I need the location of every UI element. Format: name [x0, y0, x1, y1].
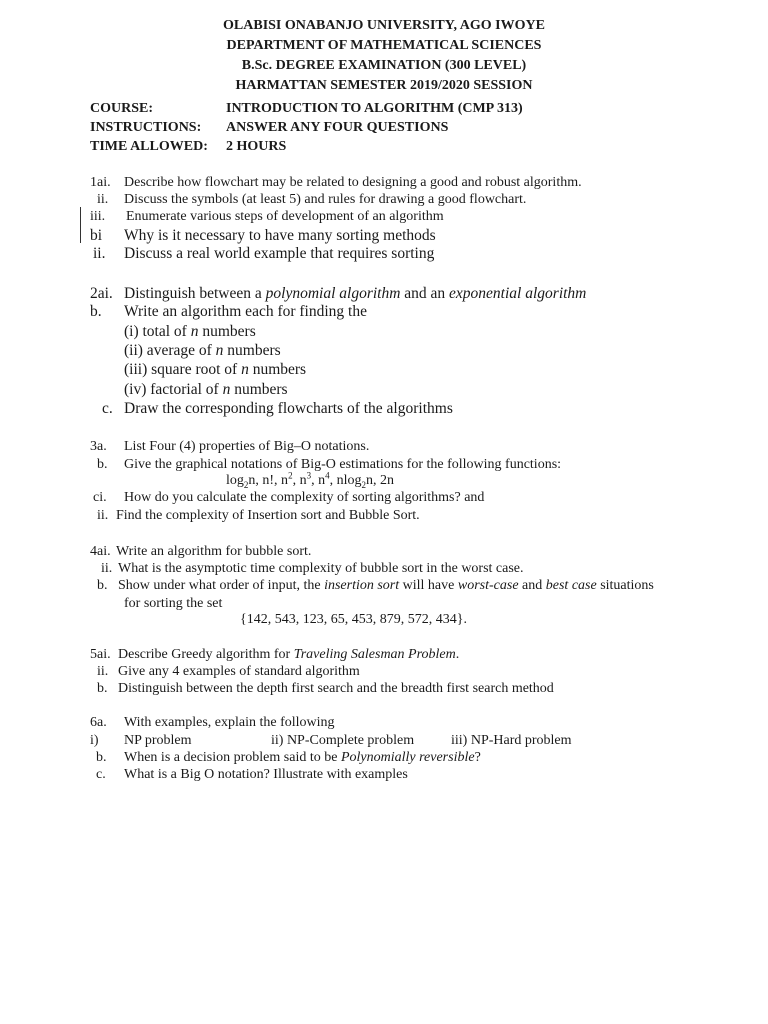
q2-b-number: b.: [90, 303, 102, 320]
q6-c-text: What is a Big O notation? Illustrate with examples: [124, 767, 408, 782]
q3-a-number: 3a.: [90, 439, 107, 454]
q2-ai-text: Distinguish between a polynomial algorithm and an exponential algorithm: [124, 285, 587, 302]
q1-bii-number: ii.: [93, 245, 106, 262]
q2-b-item-iv: (iv) factorial of n numbers: [124, 381, 288, 398]
q6-iii-text: iii) NP-Hard problem: [451, 733, 572, 748]
q1-aii-number: ii.: [97, 192, 109, 207]
session-title: HARMATTAN SEMESTER 2019/2020 SESSION: [235, 78, 533, 93]
q1-bii-text: Discuss a real world example that requires sorting: [124, 245, 435, 262]
time-value: 2 HOURS: [226, 139, 287, 154]
course-label: COURSE:: [90, 101, 154, 116]
q5-aii-text: Give any 4 examples of standard algorithm: [118, 664, 360, 679]
q2-ai-number: 2ai.: [90, 285, 113, 302]
q4-b-text: Show under what order of input, the insertion sort will have worst-case and best case situations: [118, 578, 654, 593]
q4-ai-text: Write an algorithm for bubble sort.: [116, 544, 312, 559]
q5-b-text: Distinguish between the depth first search and the breadth first search method: [118, 681, 554, 696]
q6-i-number: i): [90, 733, 99, 748]
q1-aii-text: Discuss the symbols (at least 5) and rules for drawing a good flowchart.: [124, 192, 527, 207]
q6-ii-text: ii) NP-Complete problem: [271, 733, 415, 748]
q1-bi-number: bi: [90, 227, 103, 244]
q4-number-set: {142, 543, 123, 65, 453, 879, 572, 434}.: [240, 612, 467, 627]
q6-b-number: b.: [96, 750, 107, 765]
q5-ai-text: Describe Greedy algorithm for Traveling Salesman Problem.: [118, 647, 460, 662]
instructions-value: ANSWER ANY FOUR QUESTIONS: [226, 120, 449, 135]
q1-aiii-text: Enumerate various steps of development of an algorithm: [126, 209, 444, 224]
q6-i-text: NP problem: [124, 733, 192, 748]
q3-b-number: b.: [97, 457, 108, 472]
q3-a-text: List Four (4) properties of Big–O notations.: [124, 439, 370, 454]
q1-aiii-number: iii.: [90, 209, 106, 224]
q1-bi-text: Why is it necessary to have many sorting methods: [124, 227, 436, 244]
exam-title: B.Sc. DEGREE EXAMINATION (300 LEVEL): [241, 58, 527, 73]
q6-a-number: 6a.: [90, 715, 107, 730]
q2-c-number: c.: [102, 400, 113, 417]
q4-b-number: b.: [97, 578, 108, 593]
q2-b-item-iii: (iii) square root of n numbers: [124, 361, 307, 378]
q3-b-text: Give the graphical notations of Big-O estimations for the following functions:: [124, 457, 562, 472]
q3-cii-number: ii.: [97, 508, 109, 523]
q3-ci-number: ci.: [93, 490, 107, 505]
q2-c-text: Draw the corresponding flowcharts of the algorithms: [124, 400, 453, 417]
university-name: OLABISI ONABANJO UNIVERSITY, AGO IWOYE: [223, 18, 545, 33]
margin-change-bar: [80, 207, 81, 243]
q6-b-text: When is a decision problem said to be Polynomially reversible?: [124, 750, 481, 765]
time-label: TIME ALLOWED:: [90, 139, 208, 154]
q6-a-text: With examples, explain the following: [124, 715, 335, 730]
q5-ai-number: 5ai.: [90, 647, 111, 662]
q2-b-item-i: (i) total of n numbers: [124, 323, 256, 340]
q1-ai-text: Describe how flowchart may be related to designing a good and robust algorithm.: [124, 175, 582, 190]
q5-aii-number: ii.: [97, 664, 109, 679]
q3-cii-text: Find the complexity of Insertion sort and Bubble Sort.: [116, 508, 420, 523]
q6-c-number: c.: [96, 767, 106, 782]
q2-b-text: Write an algorithm each for finding the: [124, 303, 367, 320]
q3-ci-text: How do you calculate the complexity of sorting algorithms? and: [124, 490, 485, 505]
q4-b-continuation: for sorting the set: [124, 596, 223, 611]
q4-ai-number: 4ai.: [90, 544, 111, 559]
q1-ai-number: 1ai.: [90, 175, 111, 190]
q2-b-item-ii: (ii) average of n numbers: [124, 342, 281, 359]
q4-aii-text: What is the asymptotic time complexity of bubble sort in the worst case.: [118, 561, 524, 576]
q4-aii-number: ii.: [101, 561, 113, 576]
q5-b-number: b.: [97, 681, 108, 696]
course-value: INTRODUCTION TO ALGORITHM (CMP 313): [226, 101, 523, 116]
department-name: DEPARTMENT OF MATHEMATICAL SCIENCES: [226, 38, 542, 53]
instructions-label: INSTRUCTIONS:: [90, 120, 202, 135]
q3-functions: $\log_2n$, n!, $n^2$, $n^3$, $n^4$, nlog$_2$n, 2n: [226, 470, 394, 490]
